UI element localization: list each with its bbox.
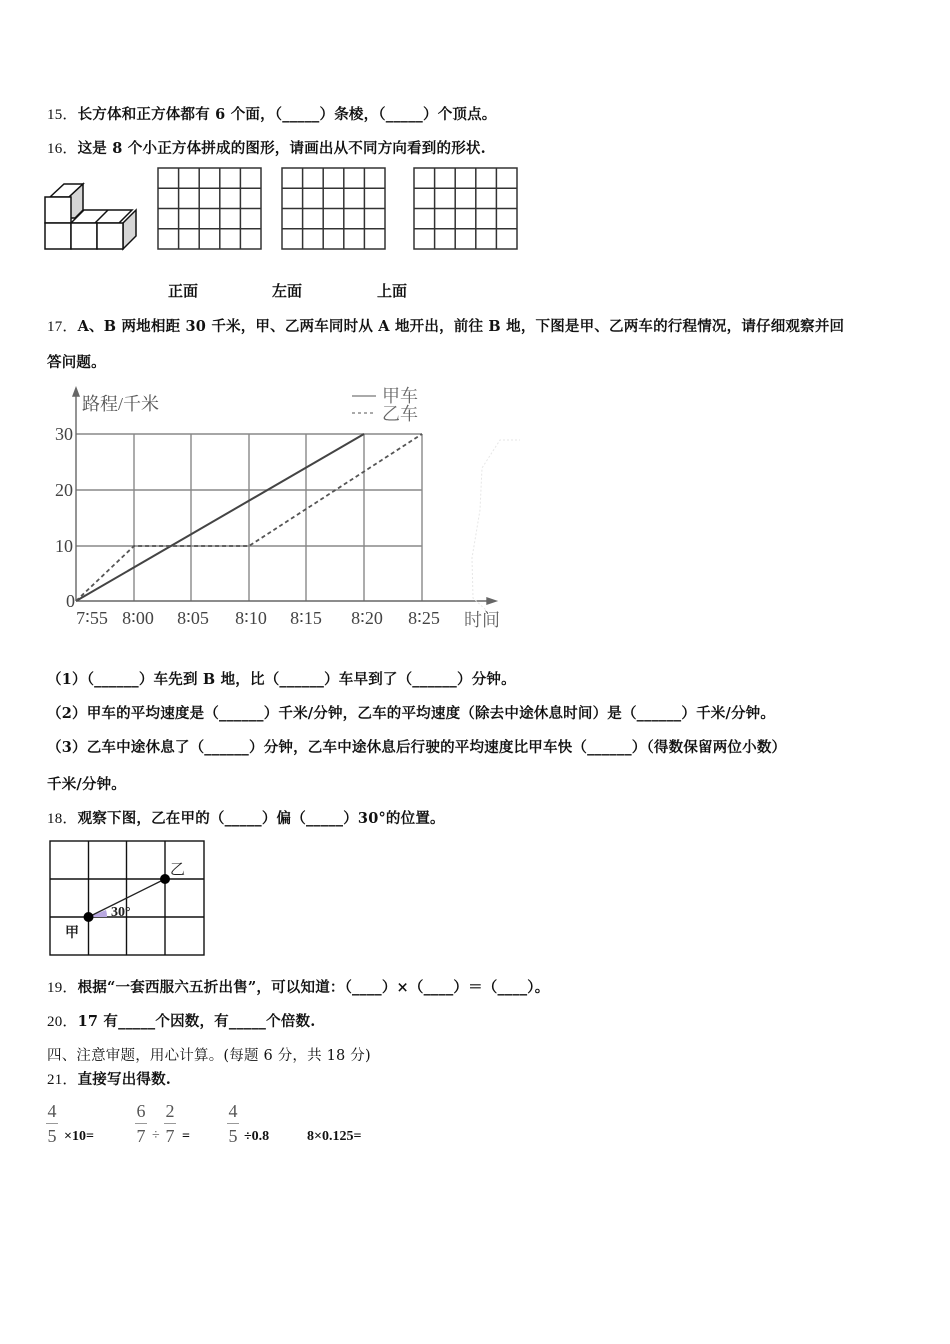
x-axis-arrow-icon: [487, 598, 496, 604]
question-text: 根据“一套西服六五折出售”，可以知道：（____）×（____）＝（____）。: [77, 979, 550, 996]
question-15: [47, 103, 497, 124]
fraction-6-7: 6 7: [136, 1101, 146, 1146]
question-number: 17．: [47, 319, 78, 335]
question-number: 15．: [47, 107, 78, 123]
question-16: [47, 137, 486, 158]
question-text: 直接写出得数.: [77, 1071, 172, 1088]
expr-3-rest: ÷0.8: [244, 1129, 270, 1144]
question-text: 观察下图，乙在甲的（_____）偏（_____）30°的位置。: [77, 810, 445, 827]
y-tick-20: 20: [55, 480, 73, 500]
question-19: [47, 976, 549, 997]
question-text: 长方体和正方体都有 6 个面，（_____）条棱，（_____）个顶点。: [77, 106, 497, 123]
divide-operator: ÷: [152, 1128, 160, 1143]
y-tick-0: 0: [66, 591, 75, 611]
label-jia: 甲: [65, 926, 79, 941]
question-number: 20．: [47, 1014, 78, 1030]
question-17-sub1: （1）（______）车先到 B 地，比（______）车早到了（______）分钟。: [47, 671, 516, 688]
expr-4: 8×0.125=: [307, 1129, 362, 1144]
label-yi: 乙: [170, 862, 186, 878]
question-17-sub3-cont: 千米/分钟。: [47, 776, 126, 793]
chart-grid: [76, 434, 422, 601]
x-axis-label: 时间: [464, 610, 500, 630]
x-tick-800: 8∶00: [122, 608, 154, 628]
question-text: A、B 两地相距 30 千米，甲、乙两车同时从 A 地开出，前往 B 地，下图是甲、乙两车的行程情况，请仔细观察并回: [77, 318, 845, 335]
top-view-grid[interactable]: [413, 167, 519, 251]
expr-2-rest: =: [182, 1129, 190, 1144]
label-front-view: 正面: [168, 282, 199, 300]
question-17: [47, 315, 844, 336]
x-tick-805: 8∶05: [177, 608, 209, 628]
y-axis-label: 路程/千米: [82, 394, 160, 414]
question-number: 21．: [47, 1072, 78, 1088]
question-17-sub2: （2）甲车的平均速度是（______）千米/分钟，乙车的平均速度（除去中途休息时间）是（______）千米/分钟。: [47, 705, 776, 722]
y-tick-10: 10: [55, 536, 73, 556]
question-number: 16．: [47, 141, 78, 157]
series-jia-line: [76, 434, 364, 601]
label-left-view: 左面: [272, 282, 303, 300]
x-tick-820: 8∶20: [351, 608, 383, 628]
question-21: [47, 1068, 171, 1089]
question-number: 18．: [47, 811, 78, 827]
x-tick-825: 8∶25: [408, 608, 440, 628]
fraction-4-5: 4 5: [47, 1101, 57, 1146]
legend-yi: 乙车: [382, 404, 418, 424]
distance-time-chart: [40, 380, 520, 640]
question-text: 这是 8 个小正方体拼成的图形，请画出从不同方向看到的形状.: [77, 140, 486, 157]
fraction-2-7: 2 7: [165, 1101, 175, 1146]
question-17-sub3: （3）乙车中途休息了（______）分钟，乙车中途休息后行驶的平均速度比甲车快（______）（得数保留两位小数）: [47, 739, 787, 756]
x-tick-815: 8∶15: [290, 608, 322, 628]
y-axis-arrow-icon: [73, 388, 79, 396]
question-number: 19．: [47, 980, 78, 996]
question-20: [47, 1010, 315, 1031]
expr-1-rest: ×10=: [64, 1129, 94, 1144]
fraction-4-5-b: 4 5: [228, 1101, 238, 1146]
cube-stack-figure: [44, 181, 144, 253]
legend-jia: 甲车: [382, 386, 418, 406]
point-jia: [84, 912, 94, 922]
x-tick-810: 8∶10: [235, 608, 267, 628]
question-17-cont: 答问题。: [47, 354, 106, 371]
question-text: 17 有_____个因数，有_____个倍数.: [77, 1013, 316, 1030]
label-top-view: 上面: [377, 282, 408, 300]
section-4-heading: 四、注意审题，用心计算。(每题 6 分，共 18 分): [47, 1048, 371, 1064]
y-tick-30: 30: [55, 424, 73, 444]
point-yi: [160, 874, 170, 884]
question-18: [47, 807, 445, 828]
direction-grid-figure: [49, 840, 207, 956]
left-view-grid[interactable]: [281, 167, 387, 251]
x-tick-755: 7∶55: [76, 608, 108, 628]
scan-artifact: [472, 440, 520, 610]
front-view-grid[interactable]: [157, 167, 263, 251]
angle-label: 30°: [111, 905, 131, 920]
